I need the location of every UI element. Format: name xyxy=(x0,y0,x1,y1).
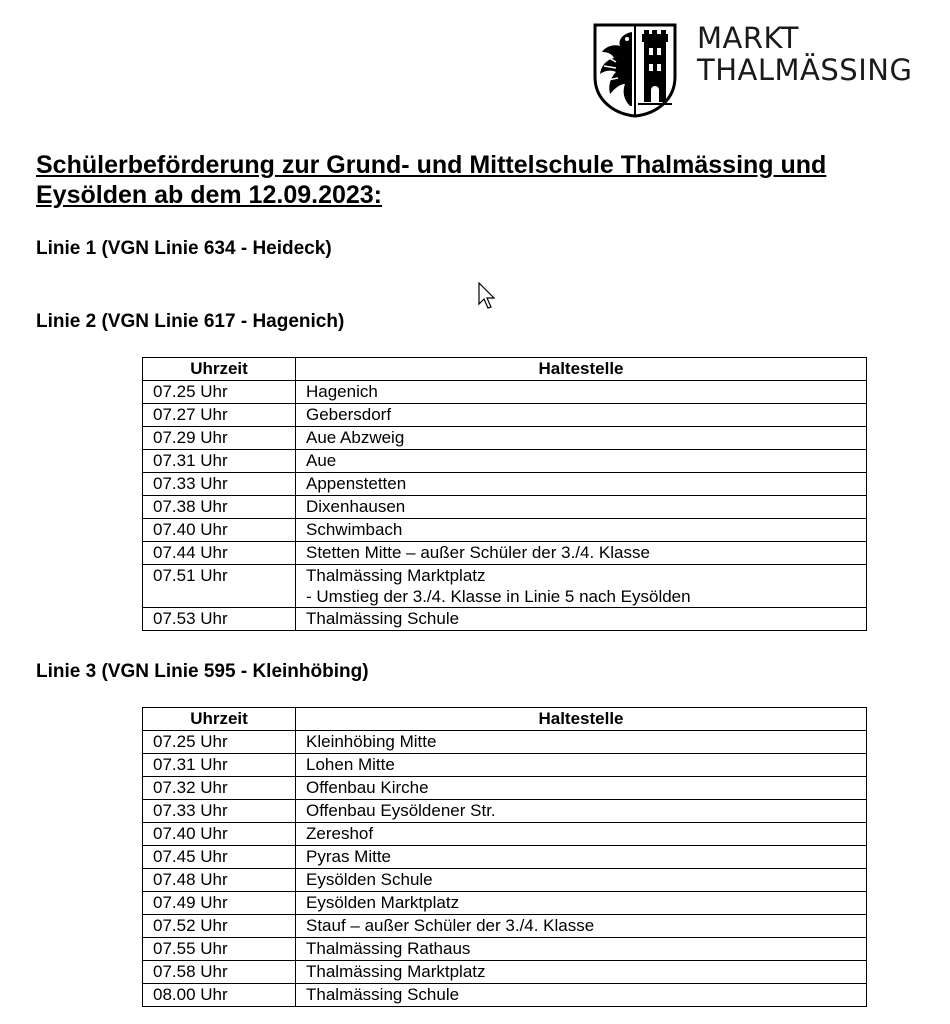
table-row xyxy=(143,519,867,542)
brand-line-1: MARKT xyxy=(697,21,799,55)
departure-time: 07.48 Uhr xyxy=(143,869,296,892)
bus-stop xyxy=(296,754,867,777)
table-row xyxy=(143,608,867,631)
departure-time: 07.40 Uhr xyxy=(143,823,296,846)
stop-name: Aue xyxy=(306,451,337,470)
stop-name: Gebersdorf xyxy=(306,405,392,424)
bus-stop xyxy=(296,892,867,915)
stop-name: Dixenhausen xyxy=(306,497,406,516)
stop-name: Thalmässing Rathaus xyxy=(306,939,471,958)
stop-name: Eysölden Schule xyxy=(306,870,433,889)
stop-name: Offenbau Eysöldener Str. xyxy=(306,801,496,820)
table-row xyxy=(143,473,867,496)
stop-name: Thalmässing Marktplatz xyxy=(306,566,486,585)
coat-of-arms-logo xyxy=(592,22,678,118)
column-header-stop: Haltestelle xyxy=(296,358,867,381)
bus-stop xyxy=(296,381,867,404)
table-row xyxy=(143,496,867,519)
linie3-heading: Linie 3 (VGN Linie 595 - Kleinhöbing) xyxy=(36,661,369,682)
title-line-2: Eysölden ab dem 12.09.2023: xyxy=(36,181,383,209)
title-line-1: Schülerbeförderung zur Grund- und Mittelschule Thalmässing und xyxy=(36,151,827,179)
brand-wordmark xyxy=(697,22,912,86)
departure-time: 07.38 Uhr xyxy=(143,496,296,519)
table-row xyxy=(143,542,867,565)
linie2-timetable xyxy=(142,357,867,631)
table-row xyxy=(143,777,867,800)
linie3-timetable xyxy=(142,707,867,1007)
table-row xyxy=(143,984,867,1007)
bus-stop xyxy=(296,473,867,496)
table-row xyxy=(143,915,867,938)
table-header-row xyxy=(143,358,867,381)
departure-time: 07.52 Uhr xyxy=(143,915,296,938)
table-row xyxy=(143,381,867,404)
departure-time: 07.33 Uhr xyxy=(143,473,296,496)
table-row xyxy=(143,961,867,984)
table-row xyxy=(143,565,867,608)
stop-name: Stetten Mitte – außer Schüler der 3./4. Klasse xyxy=(306,543,650,562)
table-header-row xyxy=(143,708,867,731)
bus-stop xyxy=(296,496,867,519)
bus-stop xyxy=(296,938,867,961)
table-row xyxy=(143,450,867,473)
bus-stop xyxy=(296,961,867,984)
departure-time: 07.25 Uhr xyxy=(143,381,296,404)
table-row xyxy=(143,427,867,450)
column-header-time: Uhrzeit xyxy=(143,708,296,731)
brand-line-2: THALMÄSSING xyxy=(697,53,913,87)
column-header-stop: Haltestelle xyxy=(296,708,867,731)
stop-name: Appenstetten xyxy=(306,474,407,493)
bus-stop xyxy=(296,519,867,542)
stop-name: Thalmässing Schule xyxy=(306,985,460,1004)
bus-stop xyxy=(296,608,867,631)
departure-time: 07.29 Uhr xyxy=(143,427,296,450)
stop-note: - Umstieg der 3./4. Klasse in Linie 5 nach Eysölden xyxy=(306,587,691,606)
table-row xyxy=(143,731,867,754)
departure-time: 07.53 Uhr xyxy=(143,608,296,631)
departure-time: 07.33 Uhr xyxy=(143,800,296,823)
page-title xyxy=(36,150,916,210)
departure-time: 07.49 Uhr xyxy=(143,892,296,915)
bus-stop xyxy=(296,565,867,608)
mouse-pointer-icon xyxy=(478,282,496,310)
linie2-heading: Linie 2 (VGN Linie 617 - Hagenich) xyxy=(36,311,345,332)
departure-time: 07.51 Uhr xyxy=(143,565,296,608)
departure-time: 07.25 Uhr xyxy=(143,731,296,754)
bus-stop xyxy=(296,846,867,869)
bus-stop xyxy=(296,777,867,800)
stop-name: Offenbau Kirche xyxy=(306,778,429,797)
departure-time: 07.44 Uhr xyxy=(143,542,296,565)
column-header-time: Uhrzeit xyxy=(143,358,296,381)
stop-name: Pyras Mitte xyxy=(306,847,392,866)
stop-name: Aue Abzweig xyxy=(306,428,405,447)
departure-time: 07.27 Uhr xyxy=(143,404,296,427)
departure-time: 08.00 Uhr xyxy=(143,984,296,1007)
bus-stop xyxy=(296,915,867,938)
departure-time: 07.58 Uhr xyxy=(143,961,296,984)
stop-name: Schwimbach xyxy=(306,520,403,539)
departure-time: 07.31 Uhr xyxy=(143,754,296,777)
departure-time: 07.55 Uhr xyxy=(143,938,296,961)
bus-stop xyxy=(296,800,867,823)
table-row xyxy=(143,892,867,915)
table-row xyxy=(143,869,867,892)
bus-stop xyxy=(296,731,867,754)
stop-name: Eysölden Marktplatz xyxy=(306,893,460,912)
bus-stop xyxy=(296,542,867,565)
stop-name: Hagenich xyxy=(306,382,378,401)
stop-name: Thalmässing Schule xyxy=(306,609,460,628)
linie1-heading: Linie 1 (VGN Linie 634 - Heideck) xyxy=(36,238,332,259)
bus-stop xyxy=(296,823,867,846)
table-row xyxy=(143,754,867,777)
table-row xyxy=(143,938,867,961)
departure-time: 07.45 Uhr xyxy=(143,846,296,869)
departure-time: 07.31 Uhr xyxy=(143,450,296,473)
bus-stop xyxy=(296,427,867,450)
bus-stop xyxy=(296,450,867,473)
bus-stop xyxy=(296,404,867,427)
stop-name: Stauf – außer Schüler der 3./4. Klasse xyxy=(306,916,595,935)
stop-name: Kleinhöbing Mitte xyxy=(306,732,437,751)
table-row xyxy=(143,404,867,427)
table-row xyxy=(143,823,867,846)
departure-time: 07.32 Uhr xyxy=(143,777,296,800)
table-row xyxy=(143,800,867,823)
stop-name: Zereshof xyxy=(306,824,374,843)
table-row xyxy=(143,846,867,869)
departure-time: 07.40 Uhr xyxy=(143,519,296,542)
bus-stop xyxy=(296,869,867,892)
bus-stop xyxy=(296,984,867,1007)
stop-name: Lohen Mitte xyxy=(306,755,395,774)
stop-name: Thalmässing Marktplatz xyxy=(306,962,486,981)
